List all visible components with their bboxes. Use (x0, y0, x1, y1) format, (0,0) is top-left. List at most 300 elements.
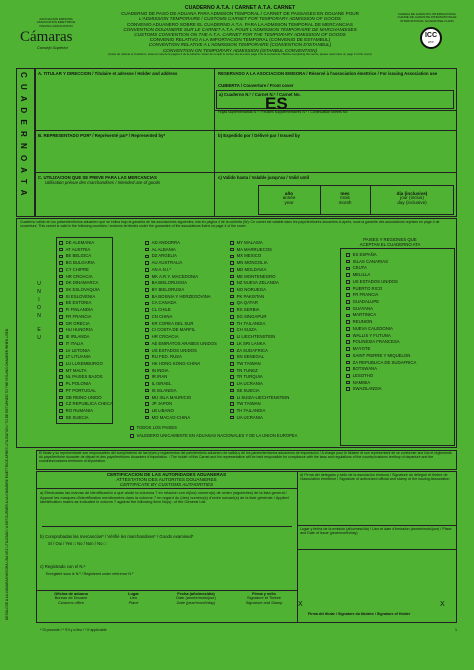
checkbox[interactable] (230, 328, 234, 332)
country-checkbox-row[interactable] (346, 252, 416, 259)
issuer-logo-subtitle: Consejo Superior (37, 45, 68, 50)
country-checkbox-row[interactable] (230, 321, 289, 328)
country-checkbox-row[interactable] (145, 260, 217, 267)
country-checkbox-row[interactable] (346, 299, 416, 306)
carnet-number-label: a) Cuaderno N.º / Carnet N.º / Carnet No. (219, 92, 301, 97)
checkbox[interactable] (230, 315, 234, 319)
country-label: CL CHILE (151, 307, 171, 313)
checkbox[interactable] (346, 387, 350, 391)
date-col-label: année (282, 195, 296, 201)
country-checkbox-row[interactable] (59, 361, 113, 368)
country-checkbox-row[interactable] (145, 374, 217, 381)
country-label: MK A.R.Y. MACEDONIA (151, 273, 199, 279)
checkbox[interactable] (59, 255, 63, 259)
country-checkbox-row[interactable] (230, 381, 289, 388)
country-label: AT AUSTRIA (65, 246, 91, 252)
country-label: DK DINAMARCA (65, 280, 99, 286)
country-checkbox-row[interactable] (145, 341, 217, 348)
checkbox[interactable] (230, 281, 234, 285)
country-checkbox-row[interactable] (230, 307, 289, 314)
guarantee-caption (392, 13, 462, 23)
country-checkbox-row[interactable] (145, 267, 217, 274)
checkbox[interactable] (145, 315, 149, 319)
country-checkbox-row[interactable] (145, 388, 217, 395)
country-checkbox-row[interactable] (59, 307, 113, 314)
guarantee-caption-line: INTERNATIONAL GUARANTEE CHAIN (400, 18, 454, 23)
country-checkbox-row[interactable] (59, 327, 113, 334)
country-checkbox-row[interactable] (346, 353, 416, 360)
checkbox[interactable] (59, 342, 63, 346)
country-label: FI FINLANDIA (65, 307, 94, 313)
country-checkbox-row[interactable] (59, 388, 113, 395)
checkbox[interactable] (346, 354, 350, 358)
checkbox[interactable] (59, 369, 63, 373)
checkbox[interactable] (230, 416, 234, 420)
checkbox[interactable] (59, 308, 63, 312)
country-checkbox-row[interactable] (145, 253, 217, 260)
checkbox[interactable] (59, 248, 63, 252)
issuer-caption-line: ASSOCIATION EMETTRICE (36, 20, 76, 25)
country-checkbox-row[interactable] (145, 274, 217, 281)
country-checkbox-row[interactable] (145, 361, 217, 368)
checkbox[interactable] (145, 335, 149, 339)
country-checkbox-row[interactable] (230, 334, 289, 341)
checkbox[interactable] (145, 268, 149, 272)
country-checkbox-row[interactable] (230, 247, 289, 254)
checkbox[interactable] (346, 307, 350, 311)
country-checkbox-row[interactable] (346, 386, 416, 393)
country-label: NO NORUEGA (236, 287, 266, 293)
country-checkbox-row[interactable] (230, 374, 289, 381)
country-checkbox-row[interactable] (346, 339, 416, 346)
country-checkbox-row[interactable] (59, 401, 113, 408)
country-label: US ESTADOS UNIDOS (151, 347, 197, 353)
checkbox[interactable] (59, 241, 63, 245)
checkbox[interactable] (145, 342, 149, 346)
country-checkbox-row[interactable] (230, 253, 289, 260)
country-checkbox-row[interactable] (230, 361, 289, 368)
country-checkbox-row[interactable] (346, 333, 416, 340)
divider (214, 130, 457, 131)
country-checkbox-row[interactable] (59, 341, 113, 348)
country-label: AD ANDORRA (151, 240, 181, 245)
country-label: WALLIS Y FUTUNA (352, 332, 391, 338)
country-checkbox-row[interactable] (346, 373, 416, 380)
country-label: HU HUNGRIA (65, 327, 93, 333)
country-checkbox-row[interactable] (346, 292, 416, 299)
checkbox[interactable] (145, 349, 149, 353)
title-line: CUADERNO DE PASO DE ADUANA PARA ADMISION TEMPORAL / CARNET DE PASSAGES EN DOUANE POUR (121, 11, 359, 17)
country-checkbox-row[interactable] (230, 314, 289, 321)
country-checkbox-row[interactable] (59, 300, 113, 307)
checkbox[interactable] (346, 267, 350, 271)
checkbox[interactable] (230, 261, 234, 265)
checkbox[interactable] (145, 396, 149, 400)
checkbox[interactable] (145, 409, 149, 413)
country-checkbox-row[interactable] (230, 388, 289, 395)
country-label: SWAZILANDIA (352, 386, 382, 392)
country-checkbox-row[interactable] (346, 346, 416, 353)
checkbox[interactable] (230, 389, 234, 393)
date-col-label: mois (340, 195, 350, 201)
checkbox[interactable] (145, 328, 149, 332)
checkbox[interactable] (59, 302, 63, 306)
country-label: LI LIECHTENSTEIN (236, 334, 276, 340)
cubierta-label: CUBIERTA / Couverture / Front cover (218, 83, 294, 88)
checkbox[interactable] (346, 347, 350, 351)
date-col-label: mes (340, 191, 350, 196)
checkbox[interactable] (230, 302, 234, 306)
country-checkbox-row[interactable] (145, 415, 217, 422)
checkbox[interactable] (346, 314, 350, 318)
page-mark: 1 (455, 628, 457, 632)
country-checkbox-row[interactable] (59, 321, 113, 328)
country-checkbox-row[interactable] (145, 348, 217, 355)
country-checkbox-row[interactable] (346, 265, 416, 272)
cert-footer-column (161, 592, 231, 605)
country-checkbox-row[interactable] (346, 272, 416, 279)
country-checkbox-row[interactable] (230, 267, 289, 274)
country-label: LI SUIZA-LIECHTENSTEIN (236, 394, 290, 400)
checkbox[interactable] (230, 362, 234, 366)
country-checkbox-row[interactable] (346, 312, 416, 319)
country-checkbox-row[interactable] (230, 341, 289, 348)
country-label: GB REINO UNIDO (65, 394, 102, 400)
checkbox[interactable] (145, 281, 149, 285)
country-label: NUEVA CALEDONIA (352, 325, 393, 331)
country-label: MARTINICA (352, 312, 377, 318)
checkbox[interactable] (230, 369, 234, 373)
country-label: KR COREA DEL SUR (151, 320, 194, 326)
cert-footer-label: Lugar (128, 591, 139, 596)
checkbox[interactable] (346, 273, 350, 277)
checkbox[interactable] (59, 409, 63, 413)
checkbox[interactable] (145, 375, 149, 379)
eu-letter: U (37, 281, 41, 287)
country-checkbox-row[interactable] (230, 415, 289, 422)
checkbox[interactable] (346, 260, 350, 264)
continuation-sheets-label: Hojas suplementarias N.º / Feuilles supplémentaires N.º / Continuation sheets No (218, 110, 348, 114)
checkbox[interactable] (59, 375, 63, 379)
country-label: CEUTA (352, 265, 367, 271)
date-col-label: day (inclusive) (397, 199, 427, 205)
title-line: L'ADMISSION TEMPORAIRE / CUSTOMS CARNET FOR TEMPORARY ADMISSION OF GOODS (139, 16, 341, 22)
country-checkbox-row[interactable] (145, 354, 217, 361)
checkbox[interactable] (230, 268, 234, 272)
country-checkbox-row[interactable] (346, 319, 416, 326)
country-checkbox-row[interactable] (145, 294, 217, 301)
section-c-sublabel: Utilisation prévue des marchandises / Intended use of goods (45, 180, 161, 185)
checkbox[interactable] (145, 416, 149, 420)
country-checkbox-row[interactable] (230, 348, 289, 355)
checkbox[interactable] (145, 255, 149, 259)
checkbox[interactable] (59, 355, 63, 359)
country-checkbox-row[interactable] (145, 334, 217, 341)
checkbox[interactable] (145, 261, 149, 265)
country-checkbox-row[interactable] (59, 294, 113, 301)
date-col-label: año (284, 191, 294, 196)
checkbox[interactable] (145, 355, 149, 359)
country-checkbox-row[interactable] (230, 327, 289, 334)
checkbox[interactable] (230, 402, 234, 406)
country-checkbox-row[interactable] (59, 348, 113, 355)
divider (35, 130, 214, 131)
title-line: CONVENTION DOUANIERE SUR LE CARNET A.T.A. POUR L'ADMISSION TEMPORAIRE DE MARCHANDISES (123, 26, 357, 32)
country-label: LB LIBANO (151, 407, 174, 413)
country-label: MELILLA (352, 272, 371, 278)
bottom-check-eu[interactable] (130, 434, 297, 439)
checkbox[interactable] (145, 275, 149, 279)
valid-until-label: c) Valido hasta / Valable jusqu'au / Valid until (218, 175, 310, 180)
country-label: NAMIBIA (352, 379, 371, 385)
country-checkbox-row[interactable] (145, 381, 217, 388)
country-checkbox-row[interactable] (59, 267, 113, 274)
country-checkbox-row[interactable] (230, 408, 289, 415)
country-checkbox-row[interactable] (230, 260, 289, 267)
checkbox[interactable] (59, 402, 63, 406)
checkbox[interactable] (145, 369, 149, 373)
checkbox[interactable] (59, 295, 63, 299)
checkbox[interactable] (59, 268, 63, 272)
country-checkbox-row[interactable] (145, 247, 217, 254)
country-checkbox-row[interactable] (145, 321, 217, 328)
checkbox[interactable] (230, 342, 234, 346)
country-checkbox-row[interactable] (59, 381, 113, 388)
checkbox[interactable] (59, 396, 63, 400)
checkbox[interactable] (230, 255, 234, 259)
country-checkbox-row[interactable] (346, 360, 416, 367)
checkbox[interactable] (59, 281, 63, 285)
country-label: FR FRANCIA (352, 292, 379, 298)
checkbox[interactable] (346, 320, 350, 324)
country-checkbox-row[interactable] (230, 395, 289, 402)
country-label: TR TURQUIA (236, 374, 263, 380)
divider (297, 525, 457, 526)
checkbox[interactable] (346, 340, 350, 344)
country-checkbox-row[interactable] (59, 374, 113, 381)
country-label: IR IRAN (151, 374, 168, 380)
checkbox[interactable] (145, 322, 149, 326)
section-c-label: C. UTILIZACION QUE SE PREVE PARA LAS MERCANCIAS (38, 175, 157, 180)
checkbox[interactable] (145, 295, 149, 299)
country-label: FR FRANCIA (65, 313, 92, 319)
issuer-caption-line: ISSUING ASSOCIATION (39, 23, 73, 28)
country-checkbox-row[interactable] (230, 300, 289, 307)
checkbox[interactable] (59, 275, 63, 279)
icc-logo-text: ICC (424, 32, 438, 39)
country-checkbox-row[interactable] (59, 247, 113, 254)
divider (214, 68, 215, 217)
country-checkbox-row[interactable] (346, 380, 416, 387)
country-checkbox-row[interactable] (230, 287, 289, 294)
country-label: ISLAS CANARIAS (352, 258, 388, 264)
country-checkbox-row[interactable] (145, 300, 217, 307)
country-checkbox-row[interactable] (145, 408, 217, 415)
guarantee-caption-line: CHAINE DE GARANTIE INTERNATIONALE (397, 15, 457, 20)
country-checkbox-row[interactable] (145, 327, 217, 334)
checkbox[interactable] (59, 382, 63, 386)
checkbox[interactable] (230, 308, 234, 312)
country-checkbox-row[interactable] (230, 368, 289, 375)
title-line: CONVENIO RELATIVO A LA IMPORTACION TEMPORAL (CONVENIO DE ESTAMBUL) (149, 37, 331, 43)
checkbox[interactable] (145, 402, 149, 406)
country-checkbox-row[interactable] (346, 326, 416, 333)
checkbox[interactable] (346, 334, 350, 338)
checkbox[interactable] (130, 434, 134, 438)
country-label: TN TUNEZ (236, 367, 258, 373)
cert-footer-column (36, 592, 106, 605)
country-checkbox-row[interactable] (346, 306, 416, 313)
country-checkbox-row[interactable] (59, 408, 113, 415)
checkbox[interactable] (59, 322, 63, 326)
holder-declaration-text: El titular y su representante son responsables del cumplimiento de las leyes y reglamentos del país/territorio aduanero de salida y de los países/territorios aduaneros de importación / A charge pour le titulaire et son représentant de se conformer aux lois et règlements du pays/territoire douanier de départ et des pays/territoires douaniers d'importation. / The holder of this Carnet and his representative will be held responsible for compliance with the laws and regulations of the country/customs territory of departure and the countries/customs territories of importation. (39, 451, 452, 463)
eu-letter: E (37, 327, 41, 333)
checkbox[interactable] (145, 241, 149, 245)
country-label: CH SUIZA (236, 327, 257, 333)
checkbox[interactable] (59, 288, 63, 292)
checkbox[interactable] (59, 349, 63, 353)
checkbox[interactable] (230, 349, 234, 353)
country-checkbox-row[interactable] (59, 287, 113, 294)
country-checkbox-row[interactable] (59, 274, 113, 281)
country-label: MD MOLDAVIA (236, 266, 267, 272)
country-label: AN A.N.I.* (151, 266, 171, 272)
country-label: GR GRECIA (65, 320, 90, 326)
country-label: REUNION (352, 319, 373, 325)
checkbox[interactable] (230, 355, 234, 359)
checkbox[interactable] (59, 328, 63, 332)
checkbox[interactable] (145, 248, 149, 252)
carnet-country-code: ES (265, 94, 288, 113)
country-label: NL PAISES BAJOS (65, 374, 103, 380)
country-checkbox-row[interactable] (145, 314, 217, 321)
country-checkbox-row[interactable] (59, 395, 113, 402)
country-checkbox-row[interactable] (59, 354, 113, 361)
country-label: IS ISLANDIA (151, 387, 177, 393)
country-checkbox-row[interactable] (230, 294, 289, 301)
checkbox[interactable] (346, 361, 350, 365)
checkbox[interactable] (59, 335, 63, 339)
checkbox[interactable] (145, 308, 149, 312)
country-checkbox-row[interactable] (145, 368, 217, 375)
country-label: PK PAKISTAN (236, 293, 265, 299)
country-checkbox-row[interactable] (59, 260, 113, 267)
cert-c-text: c) Registrado con el N.º (40, 564, 86, 569)
cert-footer-label: Firma y sello (252, 591, 276, 596)
country-label: UA UCRANIA (236, 414, 263, 420)
checkbox[interactable] (230, 409, 234, 413)
checkbox[interactable] (230, 288, 234, 292)
checkbox[interactable] (59, 389, 63, 393)
checkbox[interactable] (346, 327, 350, 331)
country-checkbox-row[interactable] (346, 286, 416, 293)
country-label: MY MALASIA (236, 240, 263, 245)
eu-letter: N (37, 313, 41, 319)
country-label: ES ESPAÑA (352, 252, 377, 257)
eu-letter: I (38, 297, 40, 303)
checkbox[interactable] (145, 389, 149, 393)
country-checkbox-row[interactable] (145, 401, 217, 408)
checkbox[interactable] (230, 248, 234, 252)
country-checkbox-row[interactable] (230, 274, 289, 281)
checkbox[interactable] (230, 375, 234, 379)
country-label: MN MONGOLIA (236, 260, 268, 266)
territories-text: Cuaderno válido en los países/territorios aduanero que se indica bajo la garantía de las asociaciones siguientes, ista en página 4 de la cubierta (W): Ce carnet est valable dans les pays/territoires douaniers ci-après, sous la garantie des associations reprises en page 4 de couverture. This carnet is valid in the following countries / customs territories under the guarantee of the associations listed on page 4 of the cover: (20, 220, 440, 228)
checkbox[interactable] (346, 374, 350, 378)
country-checkbox-row[interactable] (145, 307, 217, 314)
cert-footer-label: Place (128, 599, 139, 605)
checkbox[interactable] (346, 367, 350, 371)
country-checkbox-row[interactable] (59, 415, 113, 422)
checkbox[interactable] (59, 261, 63, 265)
checkbox[interactable] (145, 362, 149, 366)
checkbox[interactable] (130, 426, 134, 430)
country-label: CI COSTA DE MARFIL (151, 327, 196, 333)
country-checkbox-row[interactable] (230, 354, 289, 361)
country-label: MU ISLA MAURICIO (151, 394, 192, 400)
country-checkbox-row[interactable] (230, 401, 289, 408)
country-checkbox-row[interactable] (59, 253, 113, 260)
country-checkbox-row[interactable] (145, 287, 217, 294)
country-checkbox-row[interactable] (145, 395, 217, 402)
write-line (42, 526, 292, 527)
country-checkbox-row[interactable] (59, 368, 113, 375)
country-checkbox-row[interactable] (346, 366, 416, 373)
country-checkbox-row[interactable] (59, 314, 113, 321)
country-label: AE EMIRATOS ARABES UNIDOS (151, 340, 217, 346)
checkbox[interactable] (230, 382, 234, 386)
country-checkbox-row[interactable] (230, 280, 289, 287)
country-checkbox-row[interactable] (230, 240, 289, 247)
country-label: AU AUSTRALIA (151, 260, 183, 266)
checkbox[interactable] (59, 315, 63, 319)
country-label: JP JAPON (151, 401, 173, 407)
checkbox[interactable] (230, 396, 234, 400)
carnet-title: CUADERNO A.T.A. / CARNET A.T.A. CARNET (184, 5, 296, 11)
country-checkbox-row[interactable] (346, 259, 416, 266)
date-col-year (258, 192, 320, 205)
cert-footer-label: Customs office (58, 599, 84, 605)
bottom-check-label: TODOS LOS PAISES (136, 425, 177, 430)
checkbox[interactable] (230, 241, 234, 245)
certification-header (36, 472, 297, 487)
country-checkbox-row[interactable] (346, 279, 416, 286)
country-checkbox-row[interactable] (59, 240, 113, 247)
checkbox[interactable] (145, 288, 149, 292)
checkbox[interactable] (145, 302, 149, 306)
checkbox[interactable] (346, 287, 350, 291)
checkbox[interactable] (145, 382, 149, 386)
country-checkbox-row[interactable] (145, 240, 217, 247)
country-checkbox-row[interactable] (145, 280, 217, 287)
checkbox[interactable] (59, 416, 63, 420)
checkbox[interactable] (346, 300, 350, 304)
country-checkbox-row[interactable] (59, 280, 113, 287)
checkbox[interactable] (346, 280, 350, 284)
checkbox[interactable] (59, 362, 63, 366)
bottom-check-all[interactable] (130, 426, 177, 431)
checkbox[interactable] (230, 322, 234, 326)
checkbox[interactable] (230, 335, 234, 339)
checkbox[interactable] (346, 293, 350, 297)
checkbox[interactable] (230, 295, 234, 299)
checkbox[interactable] (230, 275, 234, 279)
cert-footer-column (231, 592, 297, 605)
cert-footer-column (106, 592, 161, 605)
country-checkbox-row[interactable] (59, 334, 113, 341)
checkbox[interactable] (346, 381, 350, 385)
checkbox[interactable] (346, 253, 350, 257)
